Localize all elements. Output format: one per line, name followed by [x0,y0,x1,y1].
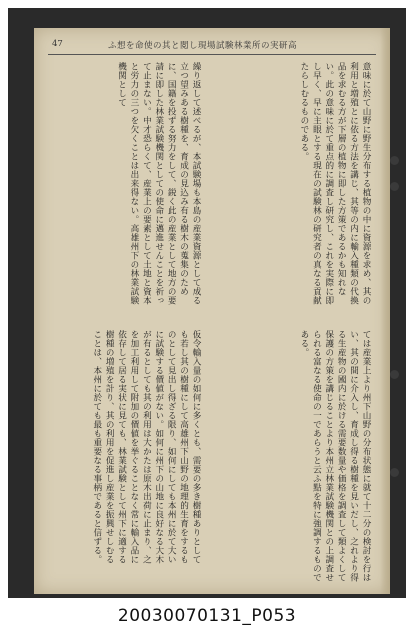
text-column-left-top: 繰り返して述べるが、本試験場も本島の産業資源として成る立つ望みある樹種を、育成の見込み有る樹木の蒐集のために、国籍を投ずる努力をして、鋭く此の産業として地方の要請に即した林業試験機関としての使命に邁進せんことを祈って止まない。中才恐らくて、産業上の要素として土地と資本と労力の三つを欠くことは出来得ない。高雄州下の林業試験機関として [116,62,201,305]
binding-hole [390,182,399,191]
binding-hole [390,156,399,165]
page-number: 47 [52,39,63,49]
text-column-right-top: 意味に於て山野に野生分布する植物の中に資源を求め、其の利用と増殖とに依る方法を講じ、其等の内に輸入種類の代換品を求むる方が下層の植物に即した方策であるかも知れない。此の意味に於て重点的に調査し研究し、これを実際に即し早く、早に主眼とする現在の試験林の研究者の真なる貢献たらしむるものである。 [298,62,371,305]
image-caption: 20030070131_P053 [117,606,297,626]
binding-hole [390,468,399,477]
text-column-left-bottom: 仮令輸入量の如何に多くとも、需要の多き樹種ありとしても若し其の樹種にして高雄州下山野の地理的生育をするものとして見出し得ざる限り、如何にしても本州に於て大いに試験する價値がない。如何に州下の山地に良好なる大木が有るとしても其の利用は大かたは原木出荷に止まり、之を加工利用して附加の價値を挙ぐることなく常に輸入品に依存して居る実状に見ても、林業試験として州下に適する樹種の増殖を計り、其の利用を促進し産業を振興せしむることは、本州に於ても最も重要なる事柄であると信ずる。 [91,330,201,564]
running-header [48,38,376,55]
document-page [34,28,390,594]
binding-hole [390,370,399,379]
text-column-right-bottom: ては産業上より州下山野の分布状態に就て十二分の検討を行はい、其の間に介入し、育成し得る樹種を見いだし、之れより得る生産物の國内に於ける需要数量や価格を調査して類よくして保護の方策を講じることより本州立林業試験機関との上調査せられる富なる使命の一であらうと云ふ點を特に強調するものである。 [298,330,371,582]
running-title: ふ想を命使の其と閲し現場試験林業所の実研高 [108,41,298,51]
scan-background [8,8,406,598]
page-edge-shadow [380,28,390,594]
